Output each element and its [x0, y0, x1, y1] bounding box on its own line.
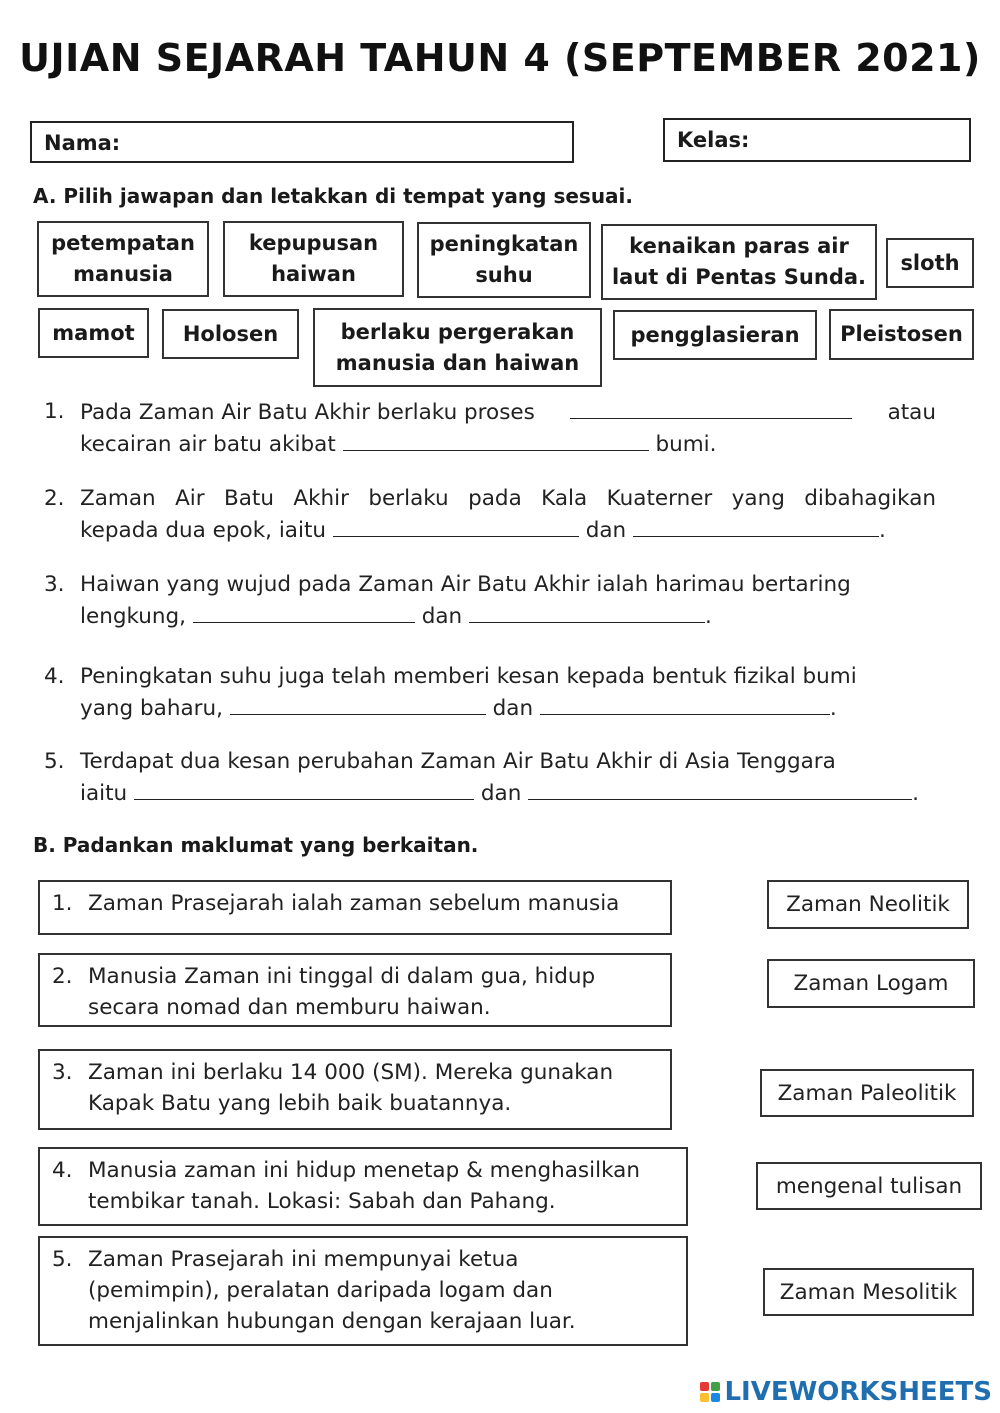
answer-chip-mamot[interactable]: mamot: [38, 308, 149, 358]
blank-a2-1[interactable]: [333, 514, 579, 537]
question-a2: 2. Zaman Air Batu Akhir berlaku pada Kala Kuaterner yang dibahagikan kepada dua epok, iaitu dan .: [44, 486, 936, 543]
question-a3: 3. Haiwan yang wujud pada Zaman Air Batu Akhir ialah harimau bertaring lengkung, dan .: [44, 572, 851, 629]
answer-chip-petempatan-manusia[interactable]: petempatan manusia: [37, 221, 209, 297]
answer-chip-pengglasieran[interactable]: pengglasieran: [613, 310, 817, 360]
nama-field[interactable]: [30, 121, 574, 163]
blank-a4-1[interactable]: [230, 692, 486, 715]
match-statement-4[interactable]: 4. Manusia zaman ini hidup menetap & menghasilkan tembikar tanah. Lokasi: Sabah dan Pahang.: [38, 1147, 688, 1226]
match-answer-zaman-mesolitik[interactable]: Zaman Mesolitik: [763, 1268, 974, 1316]
match-answer-zaman-logam[interactable]: Zaman Logam: [767, 959, 975, 1008]
nama-label: Nama:: [44, 131, 121, 155]
match-statement-3[interactable]: 3. Zaman ini berlaku 14 000 (SM). Mereka gunakan Kapak Batu yang lebih baik buatannya.: [38, 1049, 672, 1130]
answer-chip-kenaikan-paras-air[interactable]: kenaikan paras air laut di Pentas Sunda.: [601, 224, 877, 300]
question-a4: 4. Peningkatan suhu juga telah memberi kesan kepada bentuk fizikal bumi yang baharu, dan .: [44, 664, 857, 721]
section-b-heading: B. Padankan maklumat yang berkaitan.: [33, 833, 479, 857]
answer-chip-sloth[interactable]: sloth: [886, 238, 974, 288]
kelas-field[interactable]: [663, 118, 971, 162]
blank-a1-2[interactable]: [343, 428, 649, 451]
match-statement-1[interactable]: 1. Zaman Prasejarah ialah zaman sebelum manusia: [38, 880, 672, 935]
match-answer-zaman-paleolitik[interactable]: Zaman Paleolitik: [760, 1069, 974, 1117]
liveworksheets-logo-icon: [700, 1382, 720, 1402]
match-statement-5[interactable]: 5. Zaman Prasejarah ini mempunyai ketua (pemimpin), peralatan daripada logam dan menjalinkan hubungan dengan kerajaan luar.: [38, 1236, 688, 1346]
question-a5: 5. Terdapat dua kesan perubahan Zaman Air Batu Akhir di Asia Tenggara iaitu dan .: [44, 749, 920, 806]
match-statement-2[interactable]: 2. Manusia Zaman ini tinggal di dalam gua, hidup secara nomad dan memburu haiwan.: [38, 953, 672, 1027]
answer-chip-pleistosen[interactable]: Pleistosen: [829, 309, 974, 360]
page-title: UJIAN SEJARAH TAHUN 4 (SEPTEMBER 2021): [19, 36, 981, 80]
blank-a5-2[interactable]: [528, 777, 912, 800]
blank-a4-2[interactable]: [540, 692, 830, 715]
blank-a1-1[interactable]: [570, 396, 852, 419]
kelas-label: Kelas:: [677, 128, 750, 152]
blank-a3-1[interactable]: [193, 600, 415, 623]
answer-chip-kepupusan-haiwan[interactable]: kepupusan haiwan: [223, 221, 404, 297]
answer-chip-holosen[interactable]: Holosen: [162, 309, 299, 359]
blank-a2-2[interactable]: [633, 514, 879, 537]
match-answer-zaman-neolitik[interactable]: Zaman Neolitik: [767, 880, 969, 929]
liveworksheets-brand-text: LIVEWORKSHEETS: [724, 1377, 992, 1407]
answer-chip-berlaku-pergerakan[interactable]: berlaku pergerakan manusia dan haiwan: [313, 308, 602, 387]
blank-a3-2[interactable]: [469, 600, 705, 623]
question-a1: 1. Pada Zaman Air Batu Akhir berlaku proses atau kecairan air batu akibat bumi.: [44, 396, 936, 460]
liveworksheets-logo: [700, 1377, 992, 1407]
match-answer-mengenal-tulisan[interactable]: mengenal tulisan: [756, 1162, 982, 1210]
blank-a5-1[interactable]: [134, 777, 474, 800]
section-a-heading: A. Pilih jawapan dan letakkan di tempat yang sesuai.: [33, 184, 634, 208]
answer-chip-peningkatan-suhu[interactable]: peningkatan suhu: [417, 222, 591, 298]
